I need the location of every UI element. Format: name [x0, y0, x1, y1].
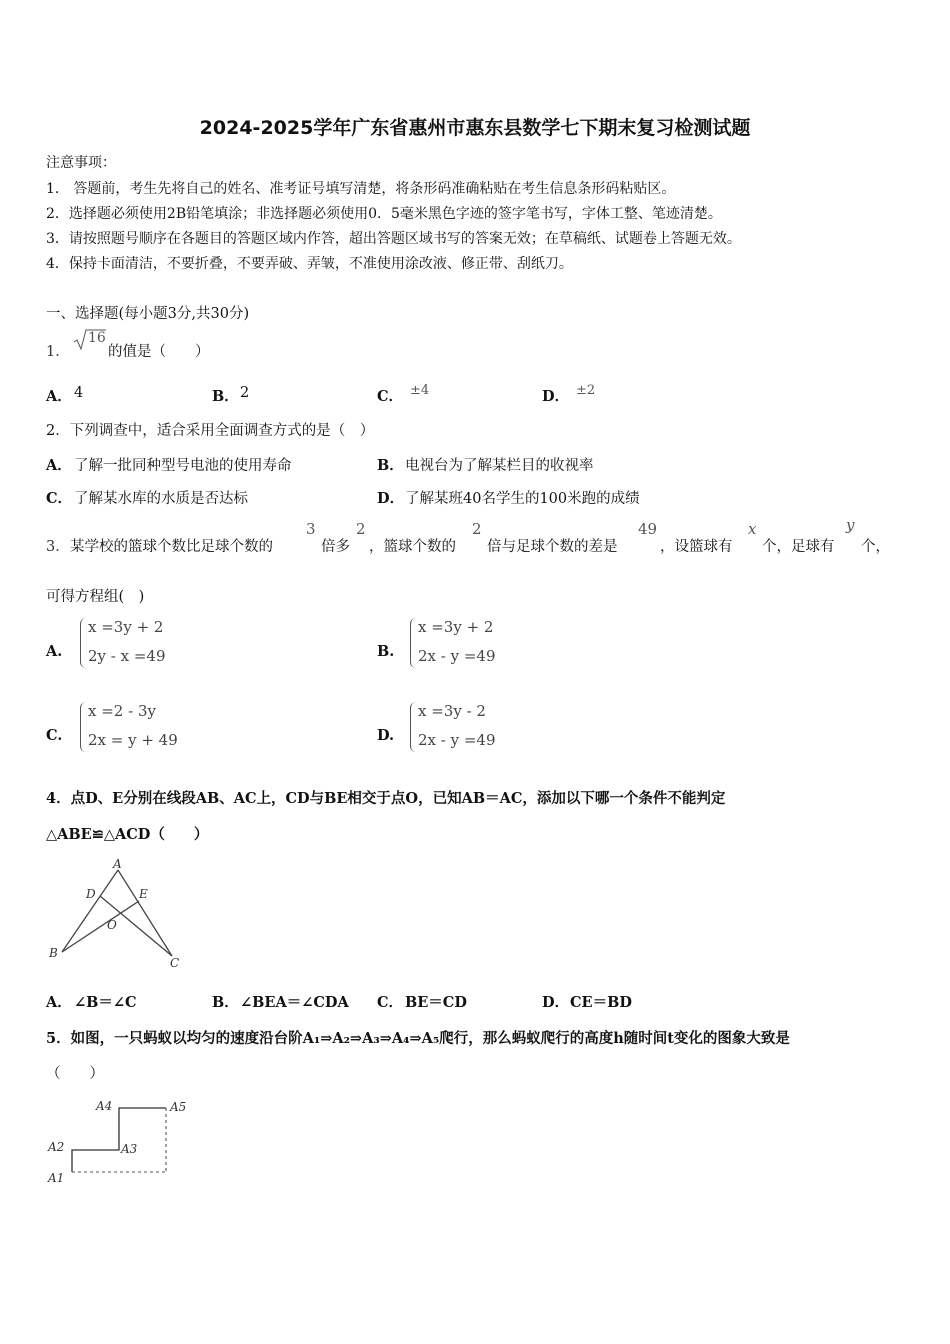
- q5-text-line1: 5．如图，一只蚂蚁以均匀的速度沿台阶A₁⇒A₂⇒A₃⇒A₄⇒A₅爬行，那么蚂蚁爬行的高度h随时间t变化的图象大致是: [46, 1030, 790, 1047]
- q1-number: 1．: [46, 344, 70, 360]
- option-label: B.: [377, 643, 395, 660]
- equation: x =3y + 2: [418, 618, 494, 636]
- option-value: 2: [240, 385, 250, 401]
- label-a5: A5: [170, 1100, 187, 1114]
- equation: x =2 - 3y: [88, 702, 156, 720]
- q3-number-2: 2: [472, 520, 482, 538]
- option-label: A．: [46, 994, 72, 1011]
- label-o: O: [107, 918, 117, 932]
- note-item: 4．保持卡面清洁，不要折叠，不要弄破、弄皱，不准使用涂改液、修正带、刮纸刀。: [46, 256, 573, 272]
- label-a4: A4: [96, 1099, 113, 1113]
- equation: 2y - x =49: [88, 647, 166, 665]
- section-heading: 一、选择题(每小题3分,共30分): [46, 306, 250, 322]
- q3-text-part: 个，足球有: [762, 539, 835, 555]
- label-b: B: [49, 946, 58, 960]
- system-brace: [80, 702, 87, 752]
- option-label: D．: [542, 388, 570, 405]
- option-value: CE＝BD: [570, 994, 632, 1011]
- label-a2: A2: [48, 1140, 65, 1154]
- q3-text-part: ，篮球个数的: [369, 539, 456, 555]
- q3-text-part: 某学校的篮球个数比足球个数的: [70, 539, 273, 555]
- note-item: 2．选择题必须使用2B铅笔填涂；非选择题必须使用0．5毫米黑色字迹的签字笔书写，字体工整、笔迹清楚。: [46, 206, 722, 222]
- segment-ab: [62, 870, 118, 952]
- stairs-path: [72, 1108, 166, 1172]
- option-value: 电视台为了解某栏目的收视率: [405, 458, 594, 474]
- option-label: A．: [46, 388, 72, 405]
- option-value: 4: [74, 385, 84, 401]
- note-item: 1． 答题前，考生先将自己的姓名、准考证号填写清楚，将条形码准确粘贴在考生信息条形码粘贴区。: [46, 181, 676, 197]
- option-value: ±4: [410, 383, 430, 398]
- option-label: D．: [377, 490, 405, 507]
- option-label: A.: [46, 643, 63, 660]
- option-label: A．: [46, 457, 72, 474]
- q4-text-line1: 4．点D、E分别在线段AB、AC上，CD与BE相交于点O，已知AB＝AC，添加以下哪一个条件不能判定: [46, 790, 726, 807]
- option-value: BE＝CD: [405, 994, 467, 1011]
- q5-text-line2: （ ）: [46, 1066, 104, 1082]
- q3-text-part: 倍多: [321, 539, 350, 555]
- option-value: ∠BEA＝∠CDA: [240, 994, 349, 1011]
- q3-text-line2: 可得方程组( ): [46, 589, 145, 605]
- note-item: 3．请按照题号顺序在各题目的答题区域内作答，超出答题区域书写的答案无效；在草稿纸、试题卷上答题无效。: [46, 231, 741, 247]
- notes-header: 注意事项：: [46, 155, 116, 171]
- option-label: B．: [377, 457, 404, 474]
- option-label: C．: [377, 388, 404, 405]
- option-value: 了解某班40名学生的100米跑的成绩: [405, 491, 640, 507]
- label-a1: A1: [48, 1171, 65, 1185]
- label-e: E: [139, 887, 148, 901]
- system-brace: [410, 618, 417, 668]
- option-label: C．: [377, 994, 404, 1011]
- label-a3: A3: [121, 1142, 138, 1156]
- equation: 2x - y =49: [418, 731, 496, 749]
- q3-text-part: ，设篮球有: [660, 539, 733, 555]
- option-value: 了解某水库的水质是否达标: [74, 491, 248, 507]
- option-label: D．: [542, 994, 570, 1011]
- system-brace: [410, 702, 417, 752]
- segment-ac: [118, 870, 172, 956]
- q3-variable-y: y: [846, 516, 855, 534]
- q1-radicand: 16: [88, 330, 106, 346]
- label-c: C: [170, 956, 180, 970]
- q4-text-line2: △ABE≌△ACD（ ）: [46, 826, 209, 843]
- q3-number-3: 3: [306, 520, 316, 538]
- segment-be: [62, 901, 139, 952]
- q3-text-part: 个，: [861, 539, 890, 555]
- equation: x =3y - 2: [418, 702, 486, 720]
- equation: 2x - y =49: [418, 647, 496, 665]
- option-label: B．: [212, 994, 239, 1011]
- q3-number-49: 49: [638, 520, 658, 538]
- page-title: 2024-2025学年广东省惠州市惠东县数学七下期末复习检测试题: [199, 117, 751, 139]
- equation: x =3y + 2: [88, 618, 164, 636]
- q3-text-part: 倍与足球个数的差是: [487, 539, 618, 555]
- q3-number-2: 2: [356, 520, 366, 538]
- option-value: ∠B＝∠C: [74, 994, 137, 1011]
- option-label: B．: [212, 388, 239, 405]
- q2-text: 2．下列调查中，适合采用全面调查方式的是（ ）: [46, 423, 375, 439]
- triangle-figure: [44, 856, 194, 971]
- option-value: ±2: [576, 383, 596, 398]
- q3-number: 3．: [46, 539, 70, 555]
- label-d: D: [86, 887, 96, 901]
- stairs-figure: [44, 1094, 204, 1194]
- option-label: C．: [46, 490, 73, 507]
- q3-variable-x: x: [748, 520, 757, 538]
- q1-text: 的值是（ ）: [108, 344, 210, 360]
- label-a: A: [113, 857, 122, 871]
- equation: 2x = y + 49: [88, 731, 178, 749]
- option-label: C.: [46, 727, 63, 744]
- option-value: 了解一批同种型号电池的使用寿命: [74, 458, 292, 474]
- system-brace: [80, 618, 87, 668]
- option-label: D.: [377, 727, 395, 744]
